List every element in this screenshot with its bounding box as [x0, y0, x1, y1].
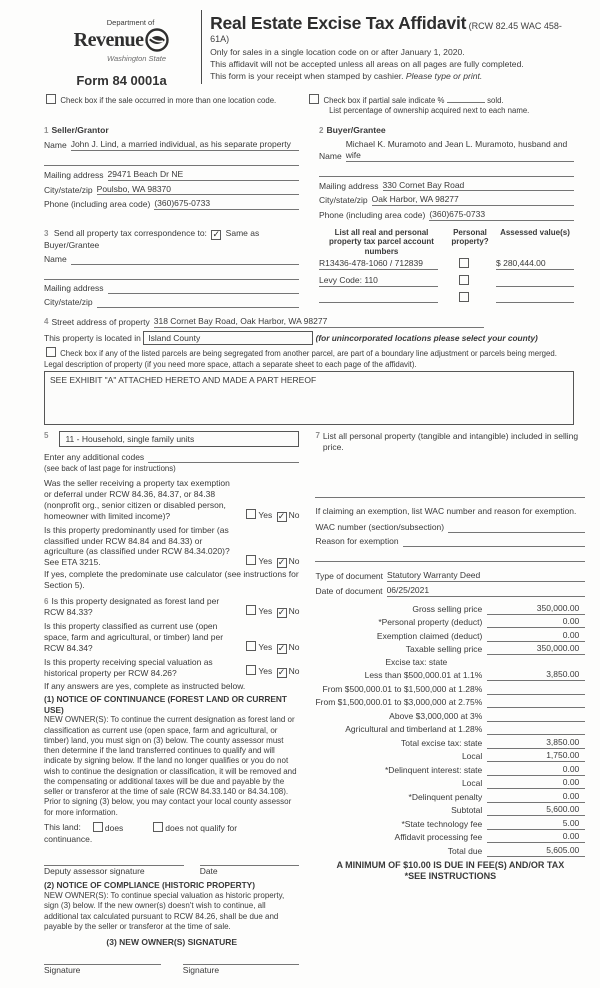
- tax-value-field[interactable]: 1,750.00: [487, 750, 585, 762]
- yes-label: Yes: [258, 666, 273, 677]
- seller-mailing-field[interactable]: 29471 Beach Dr NE: [108, 169, 299, 181]
- tax-value-field[interactable]: 0.00: [487, 764, 585, 776]
- forest-no-checkbox-checked[interactable]: ✓: [277, 607, 286, 617]
- personal-property-checkbox[interactable]: [459, 258, 469, 268]
- buyer-phone-field[interactable]: (360)675-0733: [429, 209, 574, 221]
- notice2-title: (2) NOTICE OF COMPLIANCE (HISTORIC PROPERTY): [44, 880, 255, 891]
- tax-value-field[interactable]: 3,850.00: [487, 737, 585, 749]
- correspondence-section-number: 3: [44, 229, 49, 239]
- form-title: Real Estate Excise Tax Affidavit: [210, 13, 467, 33]
- buyer-mailing-field[interactable]: 330 Cornet Bay Road: [383, 180, 574, 192]
- does-label: does: [104, 822, 124, 833]
- tax-row: Total excise tax: state 3,850.00: [315, 737, 585, 749]
- tax-value-field[interactable]: 0.00: [487, 777, 585, 789]
- tax-value-field[interactable]: [487, 683, 585, 695]
- partial-sale-sold-label: sold.: [487, 95, 504, 105]
- tax-row: From $500,000.01 to $1,500,000 at 1.28%: [315, 683, 585, 695]
- yes-label: Yes: [258, 606, 273, 616]
- predominate-use-note: If yes, complete the predominate use calculator (see instructions for Section 5).: [44, 569, 299, 591]
- no-label: No: [288, 666, 300, 677]
- seller-name-field[interactable]: John J. Lind, a married individual, as his separate property: [71, 139, 299, 151]
- parcel-row: [319, 292, 574, 304]
- historic-question: Is this property receiving special valuation as historical property per RCW 84.26? Yes ✓ No: [44, 656, 300, 678]
- forest-land-question: 6 Is this property designated as forest land per RCW 84.33? Yes ✓ No: [44, 595, 300, 618]
- assessed-value-field[interactable]: [496, 276, 574, 287]
- timber-yes-checkbox[interactable]: [246, 555, 256, 565]
- new-owner-printname-field[interactable]: [183, 980, 300, 988]
- new-owner-signature-label: Signature: [182, 964, 220, 975]
- personal-property-list-field[interactable]: [315, 487, 585, 498]
- yes-label: Yes: [258, 509, 273, 520]
- timber-no-checkbox-checked[interactable]: ✓: [277, 557, 286, 568]
- section6-number: 6: [44, 596, 49, 606]
- seller-name-label: Name: [44, 139, 67, 150]
- deputy-assessor-signature-label: Deputy assessor signature: [44, 865, 145, 876]
- tax-row: *Delinquent penalty 0.00: [315, 791, 585, 803]
- tax-row: Agricultural and timberland at 1.28%: [315, 723, 585, 735]
- exemption-no-checkbox-checked[interactable]: ✓: [277, 510, 286, 521]
- header-note-2: This affidavit will not be accepted unless all areas on all pages are fully completed.: [210, 58, 524, 69]
- tax-value-field[interactable]: 0.00: [487, 831, 585, 843]
- parcel-number-field[interactable]: [319, 292, 438, 303]
- tax-value-field[interactable]: 0.00: [487, 630, 585, 642]
- tax-value-field[interactable]: 5.00: [487, 818, 585, 830]
- correspondence-name-label: Name: [44, 254, 67, 265]
- partial-sale-checkbox[interactable]: [309, 94, 319, 104]
- this-land-label: This land:: [44, 821, 81, 832]
- notice1-body: NEW OWNER(S): To continue the current designation as forest land or classification as current use (open space, farm and agricultural, or timber) land, you must sign on (3) below. The county assessor must then determine if the land transferred continues to qualify and will indicate by signing below. If the land no longer qualifies or you do not wish to continue the designation or classification, it will be removed and the compensating or additional taxes will be due and payable by the seller or transferor at the time of sale (RCW 84.33.140 or 84.34.108). Prior to signing (3) below, you may contact your local county assessor for more information.: [44, 715, 297, 817]
- tax-value-field[interactable]: [487, 723, 585, 735]
- tax-row: Taxable selling price 350,000.00: [315, 643, 585, 655]
- same-as-buyer-label: Same as Buyer/Grantee: [44, 228, 260, 251]
- seller-mailing-label: Mailing address: [44, 169, 104, 180]
- personal-property-checkbox[interactable]: [459, 275, 469, 285]
- date-of-document-label: Date of document: [315, 585, 383, 596]
- continuance-label: continuance.: [44, 833, 93, 844]
- tax-row: Subtotal 5,600.00: [315, 804, 585, 816]
- seller-phone-label: Phone (including area code): [44, 199, 151, 210]
- yes-label: Yes: [258, 641, 273, 652]
- reason-exemption-label: Reason for exemption: [315, 535, 399, 546]
- street-address-label: Street address of property: [51, 316, 150, 327]
- property-section-number: 4: [44, 317, 49, 327]
- timber-agriculture-question: Is this property predominantly used for timber (as classified under RCW 84.84 and 84.33) or agriculture (as classified under RCW 84.34.020)? See ETA 3215. Yes ✓ No: [44, 524, 300, 568]
- correspondence-intro: Send all property tax correspondence to:: [53, 228, 207, 239]
- tax-value-field[interactable]: [487, 710, 585, 722]
- notice3-title: (3) NEW OWNER(S) SIGNATURE: [106, 936, 238, 947]
- correspondence-name-field[interactable]: [71, 264, 299, 265]
- agency-block: [44, 4, 199, 90]
- yes-label: Yes: [258, 556, 273, 567]
- correspondence-city-label: City/state/zip: [44, 296, 93, 307]
- street-address-field[interactable]: 318 Cornet Bay Road, Oak Harbor, WA 98277: [154, 316, 484, 328]
- tax-row: Gross selling price 350,000.00: [315, 603, 585, 615]
- revenue-logo-icon: [145, 28, 169, 55]
- property-section: [44, 316, 574, 426]
- tax-value-field[interactable]: [487, 696, 585, 708]
- section7-number: 7: [315, 431, 320, 441]
- multi-location-check-row: [44, 94, 293, 116]
- buyer-name-field[interactable]: Michael K. Muramoto and Jean L. Muramoto, husband and wife: [346, 139, 574, 162]
- no-label: No: [288, 606, 300, 616]
- land-qualify-row: [44, 822, 299, 834]
- located-in-note: (for unincorporated locations please select your county): [315, 332, 538, 343]
- type-of-document-label: Type of document: [315, 570, 384, 581]
- notice1-title: (1) NOTICE OF CONTINUANCE (FOREST LAND OR CURRENT USE): [44, 694, 287, 715]
- parcel-col-personal-header: Personal property?: [451, 228, 489, 247]
- buyer-phone-label: Phone (including area code): [319, 210, 426, 221]
- claiming-exemption-note: If claiming an exemption, list WAC number and reason for exemption.: [315, 506, 577, 517]
- reason-exemption-field[interactable]: [403, 546, 586, 547]
- correspondence-mailing-field[interactable]: [108, 293, 299, 294]
- multi-location-checkbox[interactable]: [46, 94, 56, 104]
- partial-sale-label: Check box if partial sale indicate %: [323, 95, 445, 105]
- personal-property-checkbox[interactable]: [459, 292, 469, 302]
- tax-row: Above $3,000,000 at 3%: [315, 710, 585, 722]
- parcel-table: [319, 228, 574, 311]
- tax-row: *Personal property (deduct) 0.00: [315, 616, 585, 628]
- no-label: No: [288, 641, 300, 652]
- reason-exemption-extra-line[interactable]: [315, 550, 585, 562]
- header-divider: [201, 10, 202, 84]
- deputy-date-field[interactable]: [200, 855, 300, 866]
- legal-description-label: Legal description of property (if you need more space, attach a separate sheet to each page of the affidavit).: [44, 360, 417, 370]
- right-column: [315, 431, 585, 988]
- tax-row: Exemption claimed (deduct) 0.00: [315, 630, 585, 642]
- does-not-label: does not qualify for: [165, 822, 238, 833]
- does-not-checkbox[interactable]: [153, 822, 163, 832]
- tax-row: Local 1,750.00: [315, 750, 585, 762]
- seller-section-number: 1: [44, 125, 49, 135]
- assessed-value-field[interactable]: [496, 292, 574, 303]
- partial-sale-check-row: [293, 94, 574, 116]
- buyer-city-field[interactable]: Oak Harbor, WA 98277: [372, 194, 574, 206]
- revenue-wordmark: Revenue: [73, 29, 144, 52]
- seller-city-label: City/state/zip: [44, 184, 93, 195]
- form-title-rcw: (RCW 82.45 WAC 458-61A): [210, 21, 562, 45]
- seller-city-field[interactable]: Poulsbo, WA 98370: [97, 184, 299, 196]
- segregated-label: Check box if any of the listed parcels are being segregated from another parcel, are part of a boundary line adjustment or parcels being merged.: [60, 349, 557, 359]
- buyer-name-label: Name: [319, 150, 342, 161]
- form-header: [44, 4, 574, 90]
- does-checkbox[interactable]: [93, 822, 103, 832]
- parcel-col-assessed-header: Assessed value(s): [500, 228, 570, 238]
- washington-state-line: Washington State: [107, 54, 167, 64]
- tax-row: Total due 5,605.00: [315, 845, 585, 857]
- forest-yes-checkbox[interactable]: [246, 605, 256, 615]
- seller-name-extra-line[interactable]: [44, 154, 299, 166]
- current-use-question: Is this property classified as current use (open space, farm and agricultural, or timber) land per RCW 84.34? Yes ✓ No: [44, 621, 300, 653]
- correspondence-mailing-label: Mailing address: [44, 282, 104, 293]
- exemption-deferral-question: Was the seller receiving a property tax exemption or deferral under RCW 84.36, 84.37, or 84.38 (nonprofit org., senior citizen or disabled person, homeowner with limited income)? Yes ✓ No: [44, 478, 300, 521]
- seller-section: [44, 121, 299, 225]
- tax-value-field[interactable]: 3,850.00: [487, 669, 585, 681]
- new-owner-signatures: [44, 954, 299, 988]
- type-of-document-field[interactable]: Statutory Warranty Deed: [387, 570, 585, 582]
- wac-number-field[interactable]: [448, 532, 585, 533]
- tax-row: *State technology fee 5.00: [315, 818, 585, 830]
- new-owner-printname-field[interactable]: [44, 980, 161, 988]
- buyer-section: [319, 121, 574, 225]
- parcel-number-field[interactable]: Levy Code: 110: [319, 275, 438, 287]
- tax-value-field[interactable]: 350,000.00: [487, 603, 585, 615]
- tax-row: From $1,500,000.01 to $3,000,000 at 2.75%: [315, 696, 585, 708]
- tax-row: Affidavit processing fee 0.00: [315, 831, 585, 843]
- tax-row: *Delinquent interest: state 0.00: [315, 764, 585, 776]
- partial-sale-percent-input[interactable]: [447, 102, 485, 103]
- current-use-no-checkbox-checked[interactable]: ✓: [277, 642, 286, 653]
- wac-number-label: WAC number (section/subsection): [315, 522, 445, 533]
- seller-phone-field[interactable]: (360)675-0733: [154, 198, 299, 210]
- buyer-heading: Buyer/Grantee: [326, 124, 386, 135]
- parcel-col-numbers-header: List all real and personal property tax parcel account numbers: [329, 228, 434, 256]
- additional-codes-field[interactable]: [148, 462, 299, 463]
- deputy-date-label: Date: [199, 865, 218, 876]
- tax-row: Local 0.00: [315, 777, 585, 789]
- correspondence-section: [44, 228, 299, 311]
- personal-property-intro: List all personal property (tangible and intangible) included in selling price.: [322, 431, 579, 453]
- land-use-code-select[interactable]: 11 - Household, single family units: [59, 431, 299, 447]
- form-number: Form 84 0001a: [76, 73, 167, 89]
- located-in-label: This property is located in: [44, 332, 141, 343]
- tax-value-field[interactable]: 5,605.00: [487, 845, 585, 857]
- deputy-assessor-signature-field[interactable]: [44, 855, 184, 866]
- correspondence-extra-line[interactable]: [44, 268, 299, 280]
- parcel-row: [319, 275, 574, 287]
- tax-value-field[interactable]: 350,000.00: [487, 643, 585, 655]
- notice2-body: NEW OWNER(S): To continue special valuation as historic property, sign (3) below. If the new owner(s) doesn't wish to continue, all additional tax calculated pursuant to RCW 84.26, shall be due and payable by the seller or transferor at the time of sale.: [44, 891, 285, 931]
- seller-heading: Seller/Grantor: [51, 124, 109, 135]
- date-of-document-field[interactable]: 06/25/2021: [387, 585, 586, 597]
- tax-row: Less than $500,000.01 at 1.1% 3,850.00: [315, 669, 585, 681]
- additional-codes-note: (see back of last page for instructions): [44, 464, 176, 474]
- tax-row-header: Excise tax: state: [385, 656, 448, 667]
- tax-value-field[interactable]: 0.00: [487, 616, 585, 628]
- assessed-value-field[interactable]: $ 280,444.00: [496, 258, 574, 270]
- same-as-buyer-checkbox-checked[interactable]: ✓: [212, 229, 221, 240]
- parcel-row: [319, 258, 574, 270]
- buyer-section-number: 2: [319, 125, 324, 135]
- buyer-name-extra-line[interactable]: [319, 165, 574, 177]
- ownership-note: List percentage of ownership acquired next to each name.: [329, 105, 530, 115]
- parcel-number-field[interactable]: R13436-478-1060 / 712839: [319, 258, 438, 270]
- if-any-yes-note: If any answers are yes, complete as instructed below.: [44, 681, 246, 692]
- section5-number: 5: [44, 431, 49, 441]
- exemption-yes-checkbox[interactable]: [246, 509, 256, 519]
- historic-no-checkbox-checked[interactable]: ✓: [277, 667, 286, 678]
- multi-location-label: Check box if the sale occurred in more than one location code.: [60, 95, 277, 105]
- historic-yes-checkbox[interactable]: [246, 665, 256, 675]
- header-note-3: This form is your receipt when stamped by cashier. Please type or print.: [210, 70, 483, 81]
- tax-value-field[interactable]: 0.00: [487, 791, 585, 803]
- minimum-due-note: A MINIMUM OF $10.00 IS DUE IN FEE(S) AND/OR TAX *SEE INSTRUCTIONS: [336, 859, 565, 882]
- buyer-city-label: City/state/zip: [319, 195, 368, 206]
- new-owner-signature-field[interactable]: [44, 954, 161, 965]
- new-owner-signature-field[interactable]: [183, 954, 300, 965]
- dept-of-line: Department of: [106, 18, 155, 27]
- current-use-yes-checkbox[interactable]: [246, 641, 256, 651]
- no-label: No: [288, 509, 300, 520]
- no-label: No: [288, 556, 300, 567]
- correspondence-city-field[interactable]: [97, 307, 299, 308]
- segregated-checkbox[interactable]: [46, 347, 56, 357]
- left-column: [44, 431, 299, 988]
- tax-value-field[interactable]: 5,600.00: [487, 804, 585, 816]
- additional-codes-label: Enter any additional codes: [44, 452, 145, 463]
- new-owner-signature-label: Signature: [44, 964, 81, 975]
- buyer-mailing-label: Mailing address: [319, 180, 379, 191]
- county-select[interactable]: Island County: [143, 331, 313, 346]
- header-note-1: Only for sales in a single location code on or after January 1, 2020.: [210, 46, 465, 57]
- legal-description-field[interactable]: SEE EXHIBIT "A" ATTACHED HERETO AND MADE A PART HEREOF: [44, 371, 574, 425]
